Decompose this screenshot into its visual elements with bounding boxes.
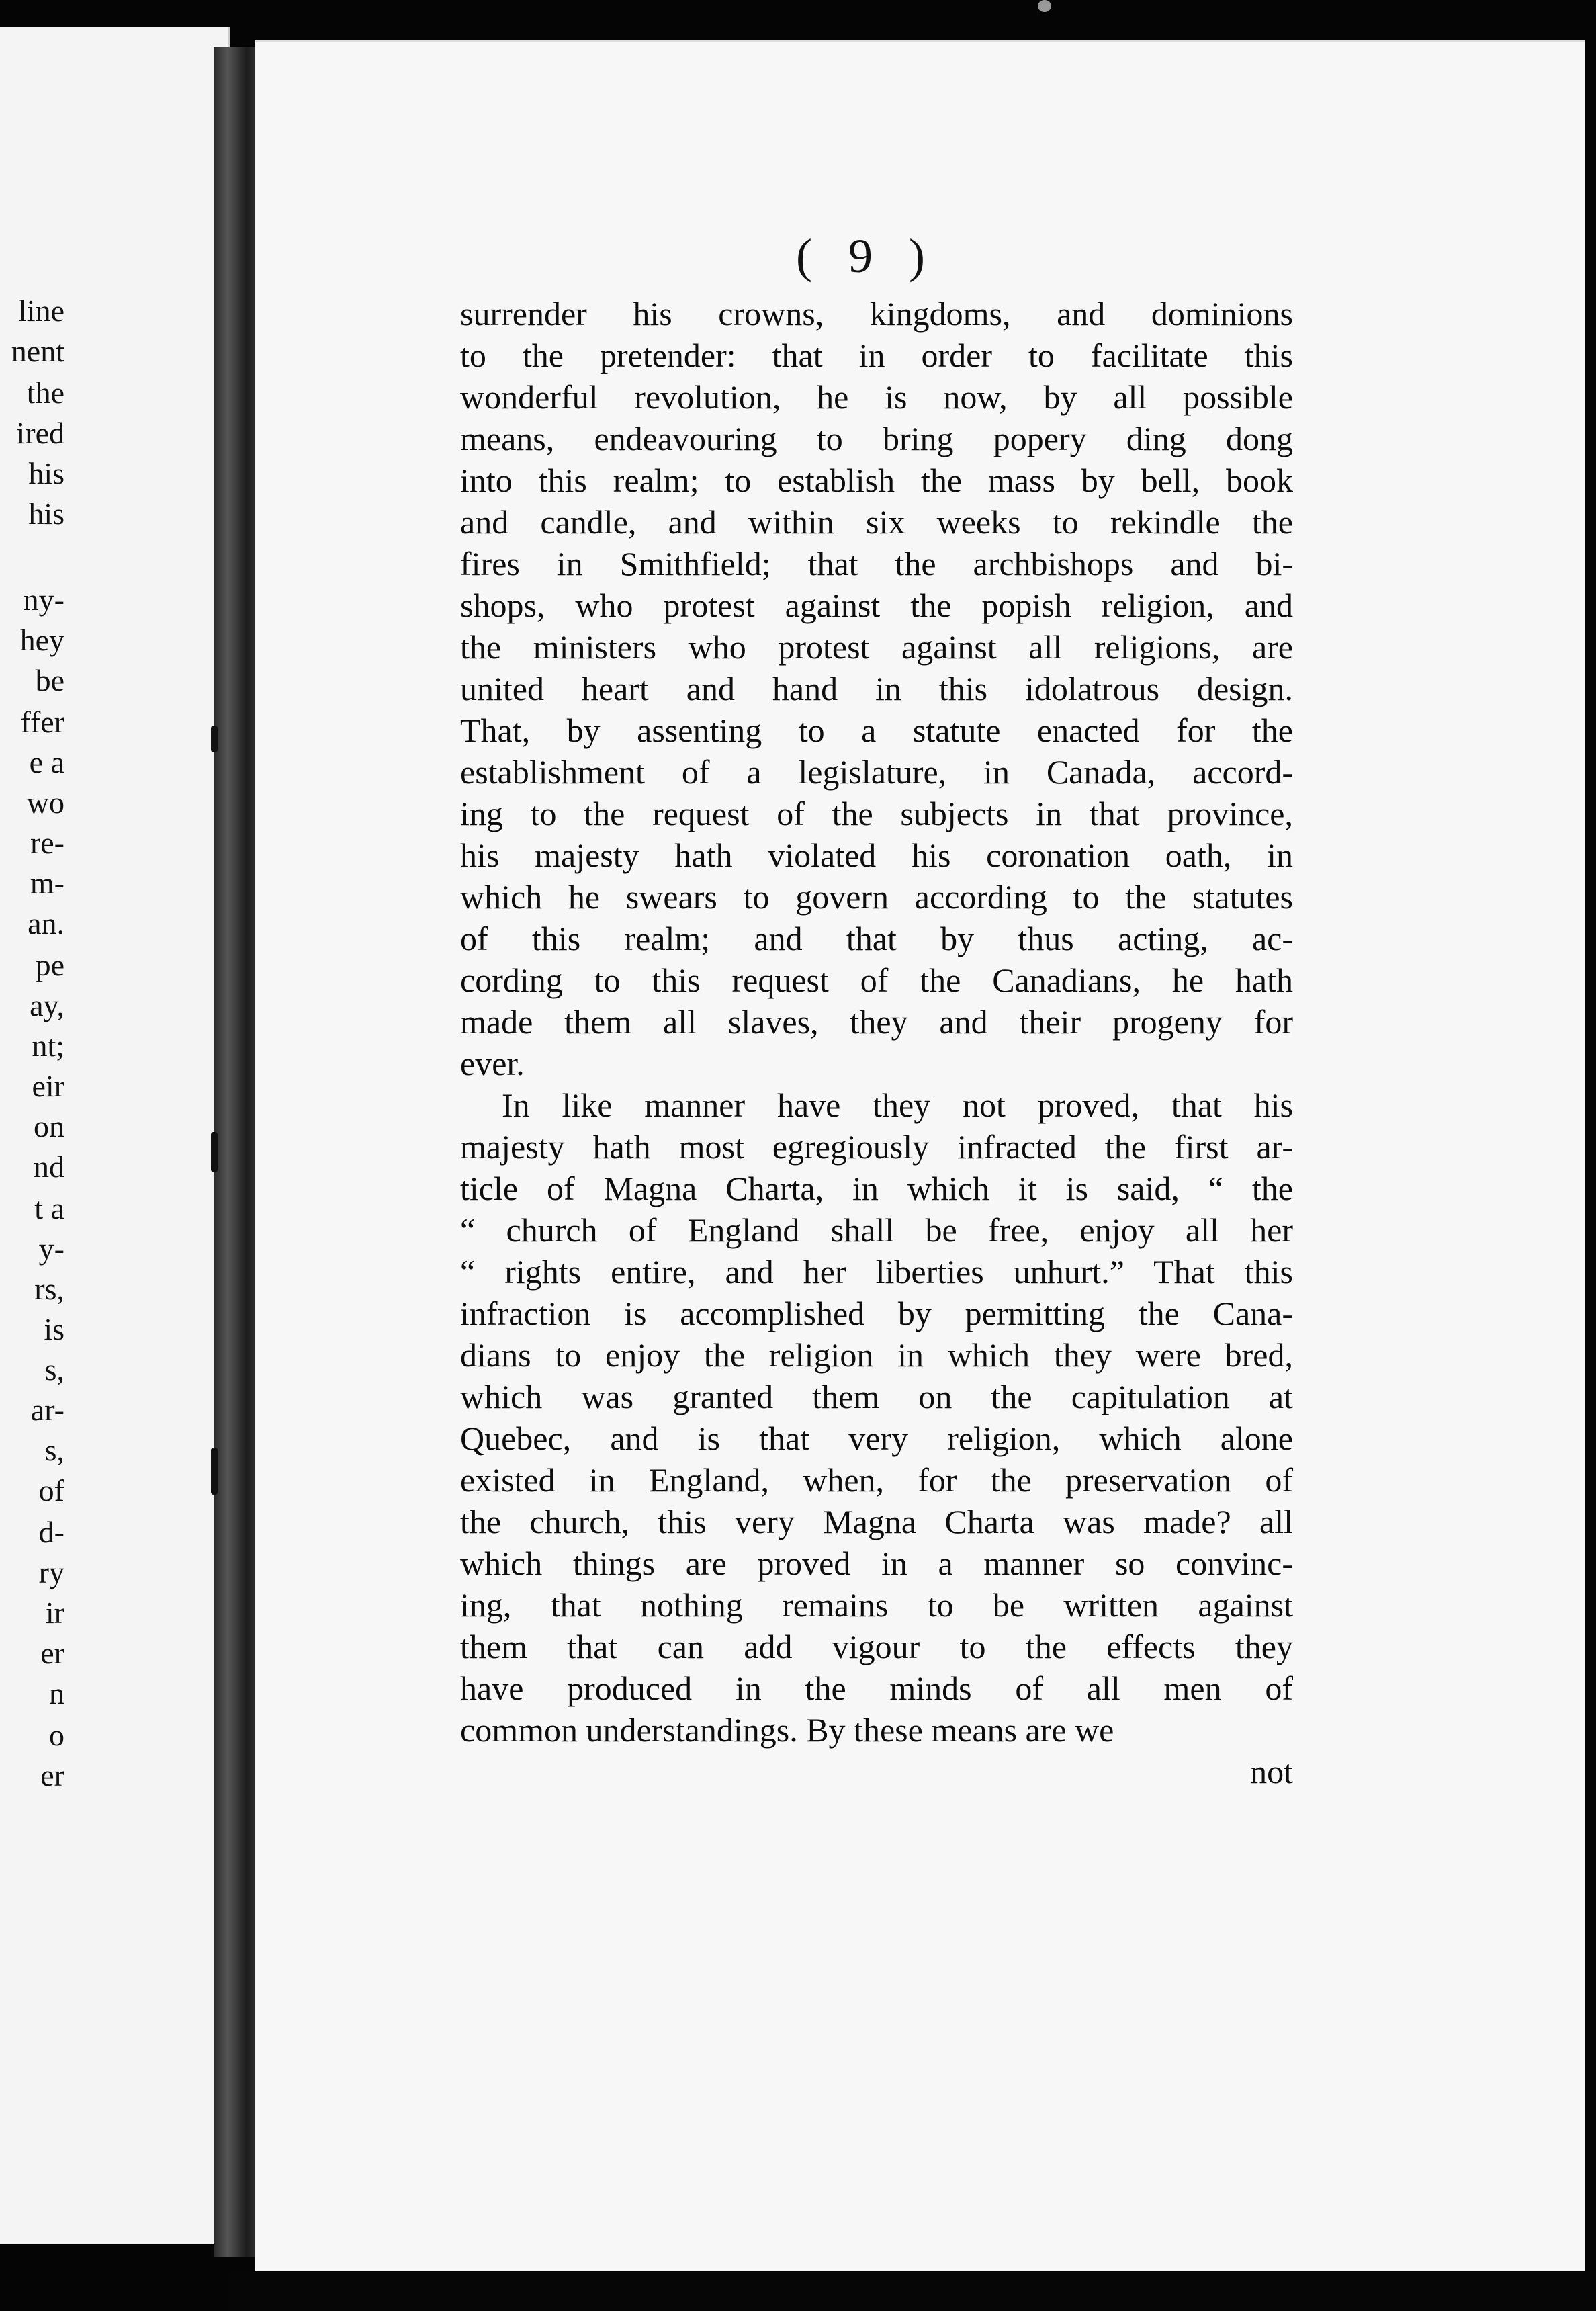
text-line: cording to this request of the Canadians, he hath xyxy=(460,961,1293,999)
catchword: not xyxy=(1250,1753,1293,1790)
text-line: In like manner have they not proved, that his xyxy=(502,1086,1293,1124)
text-line: wonderful revolution, he is now, by all possible xyxy=(460,378,1293,416)
text-line: “ church of England shall be free, enjoy all her xyxy=(460,1211,1293,1249)
text-line: existed in England, when, for the preservation of xyxy=(460,1461,1293,1499)
facing-text-fragment: on xyxy=(34,1109,64,1143)
gutter-mark xyxy=(211,726,218,752)
facing-text-fragment: re- xyxy=(30,826,64,860)
facing-text-fragment: pe xyxy=(35,948,64,982)
facing-text-fragment: ired xyxy=(16,416,64,450)
text-line: and candle, and within six weeks to rekindle the xyxy=(460,503,1293,541)
book-gutter xyxy=(214,47,261,2257)
text-line: means, endeavouring to bring popery ding dong xyxy=(460,420,1293,457)
text-line: ticle of Magna Charta, in which it is said, “ the xyxy=(460,1170,1293,1207)
facing-text-fragment: be xyxy=(35,663,64,697)
facing-text-fragment: m- xyxy=(30,866,64,900)
page-text-block xyxy=(460,293,1293,1792)
text-line: into this realm; to establish the mass by bell, book xyxy=(460,462,1293,499)
facing-text-fragment: his xyxy=(28,456,64,490)
facing-text-fragment: eir xyxy=(32,1069,64,1103)
text-line: the ministers who protest against all religions, are xyxy=(460,628,1293,666)
facing-text-fragment: er xyxy=(40,1758,64,1792)
text-line: common understandings. By these means are we xyxy=(460,1711,1114,1749)
facing-text-fragment: nt; xyxy=(32,1029,64,1063)
facing-text-fragment: y- xyxy=(38,1231,64,1266)
text-line: “ rights entire, and her liberties unhurt.” That this xyxy=(460,1253,1293,1291)
facing-text-fragment: an. xyxy=(28,906,64,941)
text-line: the church, this very Magna Charta was made? all xyxy=(460,1503,1293,1540)
gutter-mark xyxy=(211,1132,218,1172)
text-line: which was granted them on the capitulation at xyxy=(460,1378,1293,1415)
facing-text-fragment: ny- xyxy=(23,582,64,617)
facing-text-fragment: e a xyxy=(29,745,64,779)
facing-text-fragment: ir xyxy=(45,1596,64,1630)
facing-text-fragment: t a xyxy=(34,1191,64,1225)
text-line: to the pretender: that in order to facilitate this xyxy=(460,337,1293,374)
text-line: which things are proved in a manner so convinc- xyxy=(460,1544,1293,1582)
text-line: ing, that nothing remains to be written against xyxy=(460,1586,1293,1624)
gutter-mark xyxy=(211,1448,218,1495)
text-line: his majesty hath violated his coronation oath, in xyxy=(460,836,1293,874)
text-line: made them all slaves, they and their progeny for xyxy=(460,1003,1293,1041)
facing-text-fragment: of xyxy=(38,1473,64,1508)
facing-text-fragment: rs, xyxy=(34,1272,64,1306)
text-line: infraction is accomplished by permitting the Cana- xyxy=(460,1295,1293,1332)
facing-text-fragment: hey xyxy=(19,623,64,657)
text-line: fires in Smithfield; that the archbishops and bi- xyxy=(460,545,1293,582)
facing-text-fragment: ar- xyxy=(30,1393,64,1427)
text-line: ing to the request of the subjects in that province, xyxy=(460,795,1293,832)
text-line: ever. xyxy=(460,1045,525,1082)
facing-text-fragment: s, xyxy=(44,1352,64,1387)
facing-text-fragment: his xyxy=(28,496,64,531)
facing-text-fragment: the xyxy=(26,376,64,410)
facing-text-fragment: wo xyxy=(26,785,64,820)
text-line: of this realm; and that by thus acting, ac- xyxy=(460,920,1293,957)
text-line: which he swears to govern according to the statutes xyxy=(460,878,1293,916)
text-line: majesty hath most egregiously infracted the first ar- xyxy=(460,1128,1293,1166)
facing-text-fragment: nd xyxy=(34,1149,64,1184)
facing-text-fragment: nent xyxy=(11,334,64,368)
facing-text-fragment: ffer xyxy=(20,705,64,739)
text-line: united heart and hand in this idolatrous design. xyxy=(460,670,1293,707)
scan-speck xyxy=(1038,0,1051,12)
text-line: shops, who protest against the popish religion, and xyxy=(460,586,1293,624)
text-line: have produced in the minds of all men of xyxy=(460,1669,1293,1707)
text-line: dians to enjoy the religion in which they were bred, xyxy=(460,1336,1293,1374)
facing-text-fragment: is xyxy=(44,1312,64,1346)
facing-text-fragment: ay, xyxy=(30,988,64,1022)
facing-text-fragment: o xyxy=(49,1718,64,1752)
facing-text-fragment: line xyxy=(18,294,64,328)
page-number: ( 9 ) xyxy=(796,229,937,283)
text-line: establishment of a legislature, in Canada, accord- xyxy=(460,753,1293,791)
facing-text-fragment: d- xyxy=(38,1515,64,1549)
text-line: them that can add vigour to the effects they xyxy=(460,1628,1293,1665)
facing-text-fragment: er xyxy=(40,1636,64,1670)
facing-page xyxy=(0,27,230,2244)
scan-bottom-edge xyxy=(228,2271,1596,2311)
facing-text-fragment: n xyxy=(49,1676,64,1710)
text-line: That, by assenting to a statute enacted for the xyxy=(460,711,1293,749)
facing-text-fragment: ry xyxy=(38,1555,64,1589)
text-line: Quebec, and is that very religion, which alone xyxy=(460,1420,1293,1457)
text-line: surrender his crowns, kingdoms, and dominions xyxy=(460,295,1293,333)
facing-text-fragment: s, xyxy=(44,1433,64,1467)
